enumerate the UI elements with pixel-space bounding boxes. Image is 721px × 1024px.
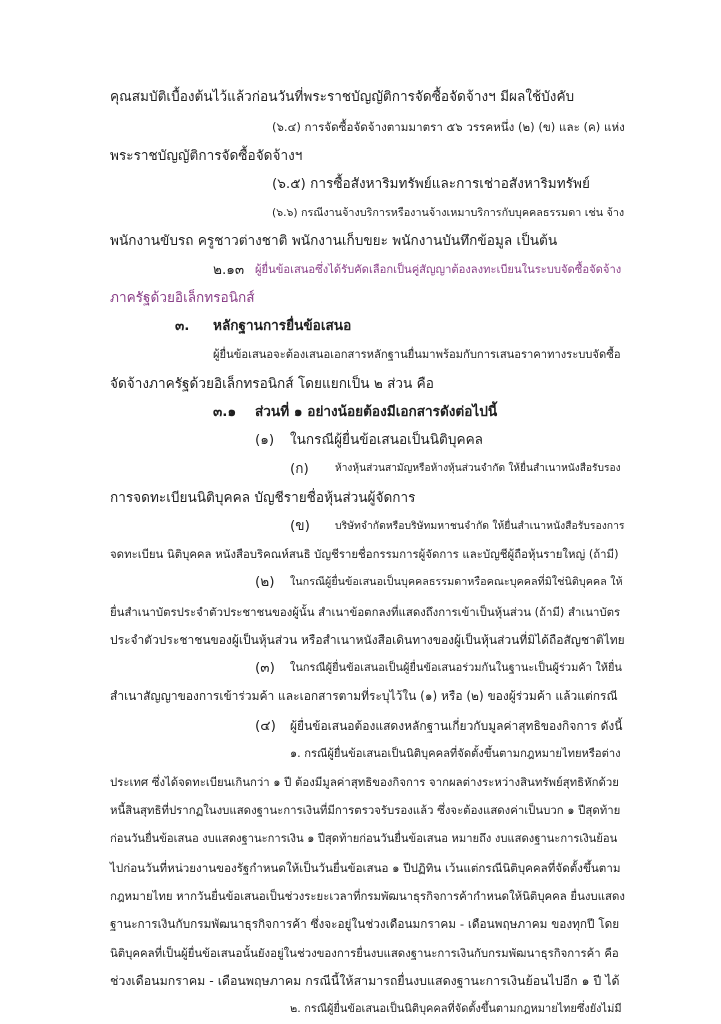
text-line: การจดทะเบียนนิติบุคคล บัญชีรายชื่อหุ้นส่วนผู้จัดการ: [110, 489, 416, 506]
text-line: จดทะเบียน นิติบุคคล หนังสือบริคณห์สนธิ บัญชีรายชื่อกรรมการผู้จัดการ และบัญชีผู้ถือหุ้นรายใหญ่ (ถ้ามี): [110, 547, 619, 561]
text-line: พนักงานขับรถ ครูชาวต่างชาติ พนักงานเก็บขยะ พนักงานบันทึกข้อมูล เป็นต้น: [110, 233, 558, 250]
text-line: ภาครัฐด้วยอิเล็กทรอนิกส์: [110, 289, 255, 306]
subsection-heading: ส่วนที่ ๑ อย่างน้อยต้องมีเอกสารดังต่อไปนี้: [255, 403, 498, 420]
text-line: ผู้ยื่นข้อเสนอจะต้องเสนอเอกสารหลักฐานยื่นมาพร้อมกับการเสนอราคาทางระบบจัดซื้อ: [213, 348, 621, 362]
section-heading: หลักฐานการยื่นข้อเสนอ: [213, 318, 352, 334]
text-line: หนี้สินสุทธิที่ปรากฏในงบแสดงฐานะการเงินที่มีการตรวจรับรองแล้ว ซึ่งจะต้องแสดงค่าเป็นบวก ๑ ปีสุดท้าย: [110, 803, 621, 818]
item-number: ๓.๑: [213, 403, 237, 420]
text-line: (๖.๕) การซื้อสังหาริมทรัพย์และการเช่าอสังหาริมทรัพย์: [272, 175, 590, 192]
text-line: ในกรณีผู้ยื่นข้อเสนอเป็นนิติบุคคล: [290, 432, 483, 448]
text-line: ไปก่อนวันที่หน่วยงานของรัฐกำหนดให้เป็นวันยื่นข้อเสนอ ๑ ปีปฏิทิน เว้นแต่กรณีนิติบุคคลที่จัดตั้งขึ้นตาม: [110, 860, 621, 875]
item-number: (๓): [255, 660, 275, 676]
item-number: ๒.๑๓: [213, 261, 245, 278]
text-line: (๖.๖) กรณีงานจ้างบริการหรืองานจ้างเหมาบริการกับบุคคลธรรมดา เช่น จ้าง: [272, 205, 625, 219]
text-line: บริษัทจำกัดหรือบริษัทมหาชนจำกัด ให้ยื่นสำเนาหนังสือรับรองการ: [335, 519, 625, 532]
text-line: สำเนาสัญญาของการเข้าร่วมค้า และเอกสารตามที่ระบุไว้ใน (๑) หรือ (๒) ของผู้ร่วมค้า แล้วแต่กรณี: [110, 689, 618, 704]
text-line: ฐานะการเงินกับกรมพัฒนาธุรกิจการค้า ซึ่งจะอยู่ในช่วงเดือนมกราคม - เดือนพฤษภาคม ของทุกปี โดย: [110, 917, 620, 932]
text-line: ยื่นสำเนาบัตรประจำตัวประชาชนของผู้นั้น สำเนาข้อตกลงที่แสดงถึงการเข้าเป็นหุ้นส่วน (ถ้ามี) สำเนาบัตร: [110, 604, 621, 619]
text-line: พระราชบัญญัติการจัดซื้อจัดจ้างฯ: [110, 147, 303, 164]
text-line: คุณสมบัติเบื้องต้นไว้แล้วก่อนวันที่พระราชบัญญัติการจัดซื้อจัดจ้างฯ มีผลใช้บังคับ: [110, 89, 575, 105]
text-line: ช่วงเดือนมกราคม - เดือนพฤษภาคม กรณีนี้ให้สามารถยื่นงบแสดงฐานะการเงินย้อนไปอีก ๑ ปี ได้: [110, 972, 620, 988]
text-line: กฎหมายไทย หากวันยื่นข้อเสนอเป็นช่วงระยะเวลาที่กรมพัฒนาธุรกิจการค้ากำหนดให้นิติบุคคล ยื่นงบแสดง: [110, 889, 625, 903]
text-line: ประจำตัวประชาชนของผู้เป็นหุ้นส่วน หรือสำเนาหนังสือเดินทางของผู้เป็นหุ้นส่วนที่มิได้ถือสัญชาติไทย: [110, 632, 625, 647]
text-line: ในกรณีผู้ยื่นข้อเสนอเป็นบุคคลธรรมดาหรือคณะบุคคลที่มิใช่นิติบุคคล ให้: [290, 575, 623, 589]
item-number: (๑): [255, 432, 275, 448]
text-line: ๒. กรณีผู้ยื่นข้อเสนอเป็นนิติบุคคลที่จัดตั้งขึ้นตามกฎหมายไทยซึ่งยังไม่มี: [290, 1002, 622, 1015]
item-number: (ก): [290, 461, 309, 478]
section-number: ๓.: [175, 318, 190, 334]
text-line: ห้างหุ้นส่วนสามัญหรือห้างหุ้นส่วนจำกัด ให้ยื่นสำเนาหนังสือรับรอง: [335, 463, 621, 475]
text-line: นิติบุคคลที่เป็นผู้ยื่นข้อเสนอนั้นยังอยู่ในช่วงของการยื่นงบแสดงฐานะการเงินกับกรมพัฒนาธุรกิจการค้า คือ: [110, 945, 619, 960]
text-line: จัดจ้างภาครัฐด้วยอิเล็กทรอนิกส์ โดยแยกเป็น ๒ ส่วน คือ: [110, 375, 434, 392]
text-line: ผู้ยื่นข้อเสนอต้องแสดงหลักฐานเกี่ยวกับมูลค่าสุทธิของกิจการ ดังนี้: [290, 718, 623, 733]
text-line: ๑. กรณีผู้ยื่นข้อเสนอเป็นนิติบุคคลที่จัดตั้งขึ้นตามกฎหมายไทยหรือต่าง: [290, 746, 621, 760]
text-line: ประเทศ ซึ่งได้จดทะเบียนเกินกว่า ๑ ปี ต้องมีมูลค่าสุทธิของกิจการ จากผลต่างระหว่างสินทรัพย์สุทธิหักด้วย: [110, 775, 619, 789]
text-line: (๖.๔) การจัดซื้อจัดจ้างตามมาตรา ๕๖ วรรคหนึ่ง (๒) (ข) และ (ค) แห่ง: [272, 120, 625, 135]
text-line: ในกรณีผู้ยื่นข้อเสนอเป็นผู้ยื่นข้อเสนอร่วมกันในฐานะเป็นผู้ร่วมค้า ให้ยื่น: [290, 661, 622, 674]
item-number: (ข): [290, 517, 310, 534]
item-number: (๒): [255, 574, 275, 591]
item-number: (๔): [255, 717, 276, 734]
text-line: ก่อนวันยื่นข้อเสนอ งบแสดงฐานะการเงิน ๑ ปีสุดท้ายก่อนวันยื่นข้อเสนอ หมายถึง งบแสดงฐานะการเงินย้อน: [110, 831, 618, 845]
text-line: ผู้ยื่นข้อเสนอซึ่งได้รับคัดเลือกเป็นคู่สัญญาต้องลงทะเบียนในระบบจัดซื้อจัดจ้าง: [255, 262, 622, 276]
